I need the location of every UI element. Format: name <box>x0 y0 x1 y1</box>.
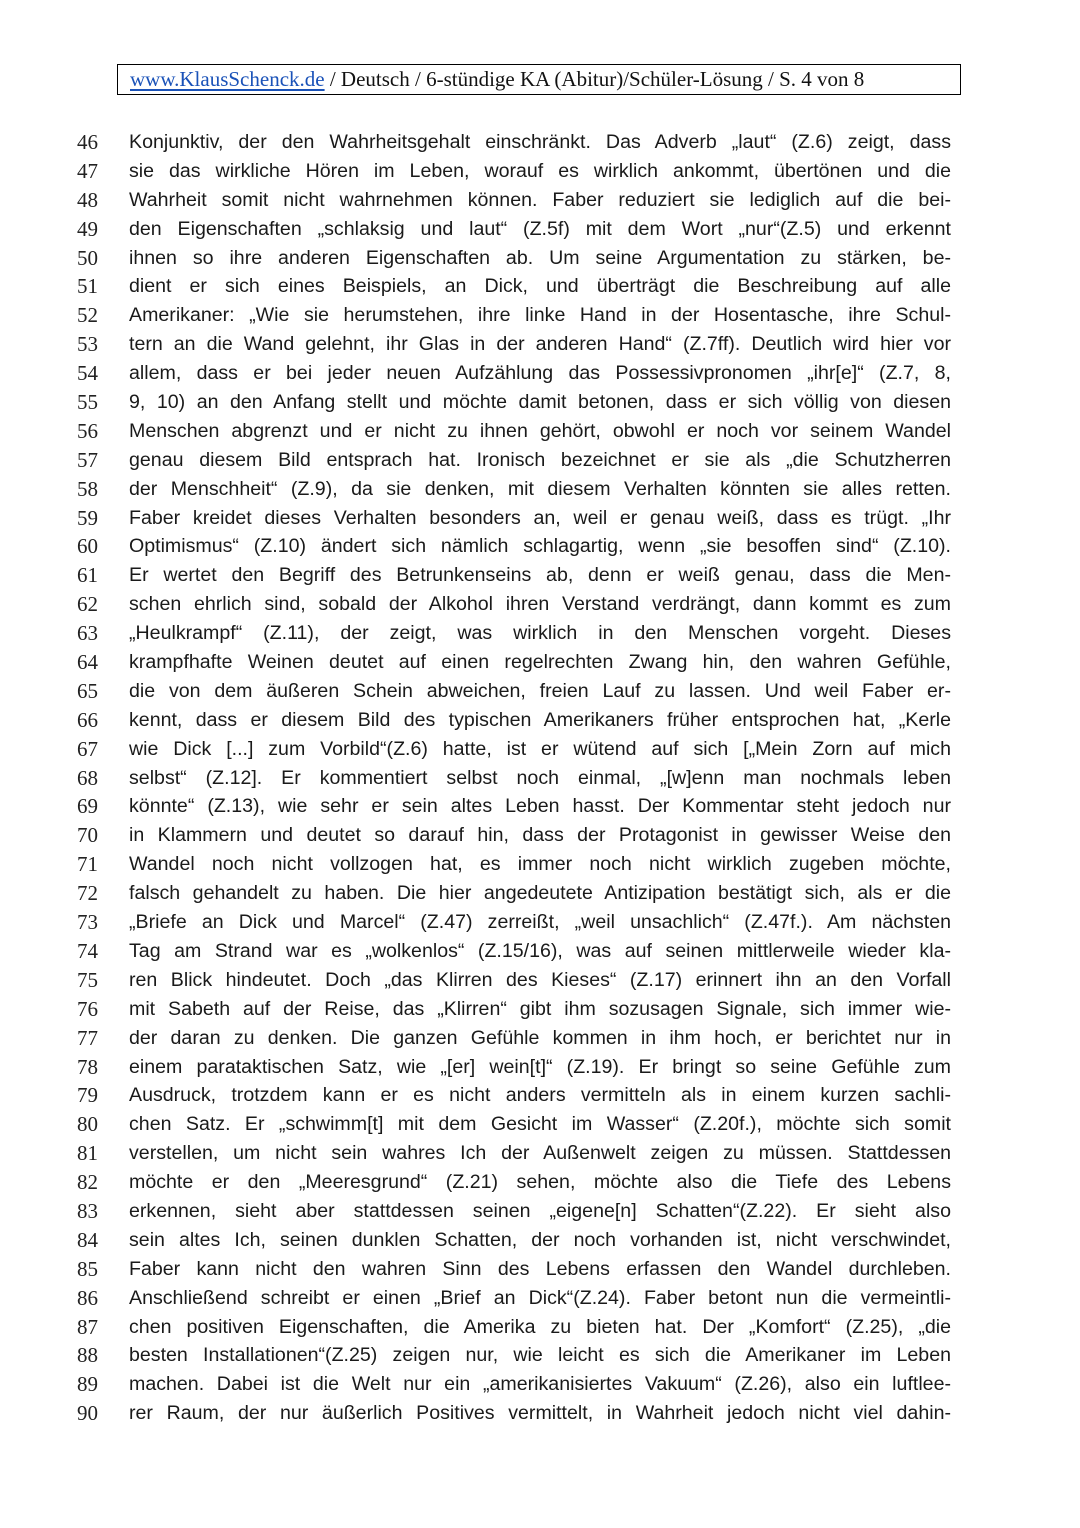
line-text: der Menschheit“ (Z.9), da sie denken, mit diesem Verhalten könnten sie alles retten. <box>129 477 951 500</box>
line-number: 57 <box>77 447 98 472</box>
line-text: Faber kann nicht den wahren Sinn des Lebens erfassen den Wandel durchleben. <box>129 1257 951 1280</box>
line-number: 72 <box>77 881 98 906</box>
text-line <box>0 792 1080 821</box>
line-text: einem parataktischen Satz, wie „[er] wein[t]“ (Z.19). Er bringt so seine Gefühle zum <box>129 1055 951 1078</box>
text-line <box>0 1081 1080 1110</box>
text-line <box>0 735 1080 764</box>
line-number: 75 <box>77 967 98 992</box>
line-number: 50 <box>77 245 98 270</box>
line-text: Anschließend schreibt er einen „Brief an Dick“(Z.24). Faber betont nun die vermeintli- <box>129 1286 951 1309</box>
line-text: der daran zu denken. Die ganzen Gefühle kommen in ihm hoch, er berichtet nur in <box>129 1026 951 1049</box>
line-text: den Eigenschaften „schlaksig und laut“ (Z.5f) mit dem Wort „nur“(Z.5) und erkennt <box>129 217 951 240</box>
line-text: krampfhafte Weinen deutet auf einen regelrechten Zwang hin, den wahren Gefühle, <box>129 651 951 674</box>
line-number: 63 <box>77 621 98 646</box>
text-line <box>0 359 1080 388</box>
text-line <box>0 186 1080 215</box>
line-number: 89 <box>77 1372 98 1397</box>
text-line <box>0 1370 1080 1399</box>
text-line <box>0 764 1080 793</box>
text-line <box>0 1053 1080 1082</box>
line-number: 80 <box>77 1112 98 1137</box>
line-text: allem, dass er bei jeder neuen Aufzählung das Possessivpronomen „ihr[e]“ (Z.7, 8, <box>129 362 951 385</box>
line-text: Wandel noch nicht vollzogen hat, es immer noch nicht wirklich zugeben möchte, <box>129 853 951 876</box>
line-text: chen Satz. Er „schwimm[t] mit dem Gesicht im Wasser“ (Z.20f.), möchte sich somit <box>129 1113 951 1136</box>
line-number: 85 <box>77 1256 98 1281</box>
text-line <box>0 330 1080 359</box>
line-number: 82 <box>77 1170 98 1195</box>
text-line <box>0 446 1080 475</box>
line-number: 46 <box>77 130 98 154</box>
line-text: ren Blick hindeutet. Doch „das Klirren des Kieses“ (Z.17) erinnert ihn an den Vorfall <box>129 968 951 991</box>
text-line <box>0 1139 1080 1168</box>
text-line <box>0 504 1080 533</box>
text-line <box>0 532 1080 561</box>
line-number: 87 <box>77 1314 98 1339</box>
line-text: Faber kreidet dieses Verhalten besonders an, weil er genau weiß, dass es trügt. „Ihr <box>129 506 951 529</box>
line-number: 52 <box>77 303 98 328</box>
text-body <box>0 128 1080 1428</box>
line-text: machen. Dabei ist die Welt nur ein „amerikanisiertes Vakuum“ (Z.26), also ein luftlee- <box>129 1373 951 1396</box>
line-number: 67 <box>77 736 98 761</box>
line-number: 90 <box>77 1401 98 1426</box>
text-line <box>0 1226 1080 1255</box>
text-line <box>0 879 1080 908</box>
text-line <box>0 1313 1080 1342</box>
line-text: kennt, dass er diesem Bild des typischen Amerikaners früher entsprochen hat, „Kerle <box>129 708 951 731</box>
line-number: 78 <box>77 1054 98 1079</box>
line-number: 70 <box>77 823 98 848</box>
text-line <box>0 850 1080 879</box>
text-line <box>0 706 1080 735</box>
text-line <box>0 677 1080 706</box>
line-text: „Heulkrampf“ (Z.11), der zeigt, was wirklich in den Menschen vorgeht. Dieses <box>129 622 951 645</box>
line-text: möchte er den „Meeresgrund“ (Z.21) sehen, möchte also die Tiefe des Lebens <box>129 1171 951 1194</box>
text-line <box>0 1024 1080 1053</box>
site-link[interactable]: www.KlausSchenck.de <box>130 67 325 91</box>
line-number: 84 <box>77 1227 98 1252</box>
line-text: Amerikaner: „Wie sie herumstehen, ihre linke Hand in der Hosentasche, ihre Schul- <box>129 304 951 327</box>
text-line <box>0 995 1080 1024</box>
line-text: die von dem äußeren Schein abweichen, freien Lauf zu lassen. Und weil Faber er- <box>129 679 951 702</box>
text-line <box>0 301 1080 330</box>
text-line <box>0 1284 1080 1313</box>
line-text: dient er sich eines Beispiels, an Dick, und überträgt die Beschreibung auf alle <box>129 275 951 298</box>
line-text: Konjunktiv, der den Wahrheitsgehalt einschränkt. Das Adverb „laut“ (Z.6) zeigt, dass <box>129 131 951 153</box>
line-text: erkennen, sieht aber stattdessen seinen „eigene[n] Schatten“(Z.22). Er sieht also <box>129 1199 951 1222</box>
line-number: 79 <box>77 1083 98 1108</box>
line-number: 55 <box>77 390 98 415</box>
line-number: 74 <box>77 938 98 963</box>
line-number: 81 <box>77 1141 98 1166</box>
line-number: 49 <box>77 216 98 241</box>
text-line <box>0 966 1080 995</box>
line-text: „Briefe an Dick und Marcel“ (Z.47) zerreißt, „weil unsachlich“ (Z.47f.). Am nächsten <box>129 911 951 934</box>
text-line <box>0 648 1080 677</box>
line-number: 83 <box>77 1198 98 1223</box>
line-text: tern an die Wand gelehnt, ihr Glas in der anderen Hand“ (Z.7ff). Deutlich wird hier vor <box>129 333 951 356</box>
line-text: Ausdruck, trotzdem kann er es nicht anders vermitteln als in einem kurzen sachli- <box>129 1084 951 1107</box>
line-number: 71 <box>77 852 98 877</box>
line-text: 9, 10) an den Anfang stellt und möchte damit betonen, dass er sich völlig von diesen <box>129 391 951 414</box>
text-line <box>0 1341 1080 1370</box>
line-number: 56 <box>77 418 98 443</box>
line-text: chen positiven Eigenschaften, die Amerika zu bieten hat. Der „Komfort“ (Z.25), „die <box>129 1315 951 1338</box>
line-text: selbst“ (Z.12]. Er kommentiert selbst noch einmal, „[w]enn man nochmals leben <box>129 766 951 789</box>
line-text: in Klammern und deutet so darauf hin, dass der Protagonist in gewisser Weise den <box>129 824 951 847</box>
line-text: wie Dick [...] zum Vorbild“(Z.6) hatte, ist er wütend auf sich [„Mein Zorn auf mich <box>129 737 951 760</box>
line-text: falsch gehandelt zu haben. Die hier angedeutete Antizipation bestätigt sich, als er die <box>129 882 951 905</box>
text-line <box>0 417 1080 446</box>
line-text: Wahrheit somit nicht wahrnehmen können. Faber reduziert sie lediglich auf die bei- <box>129 188 951 211</box>
line-text: ihnen so ihre anderen Eigenschaften ab. Um seine Argumentation zu stärken, be- <box>129 246 951 269</box>
text-line <box>0 908 1080 937</box>
text-line <box>0 1255 1080 1284</box>
line-number: 69 <box>77 794 98 819</box>
text-line <box>0 128 1080 157</box>
text-line <box>0 244 1080 273</box>
line-number: 51 <box>77 274 98 299</box>
text-line <box>0 272 1080 301</box>
text-line <box>0 619 1080 648</box>
text-line <box>0 215 1080 244</box>
line-number: 62 <box>77 592 98 617</box>
line-text: sein altes Ich, seinen dunklen Schatten, der noch vorhanden ist, nicht verschwindet, <box>129 1228 951 1251</box>
line-text: schen ehrlich sind, sobald der Alkohol ihren Verstand verdrängt, dann kommt es zum <box>129 593 951 616</box>
text-line <box>0 590 1080 619</box>
line-number: 58 <box>77 476 98 501</box>
text-line <box>0 388 1080 417</box>
line-number: 60 <box>77 534 98 559</box>
line-text: Optimismus“ (Z.10) ändert sich nämlich schlagartig, wenn „sie besoffen sind“ (Z.10). <box>129 535 951 558</box>
line-text: Tag am Strand war es „wolkenlos“ (Z.15/16), was auf seinen mittlerweile wieder kla- <box>129 939 951 962</box>
text-line <box>0 1197 1080 1226</box>
line-number: 64 <box>77 650 98 675</box>
line-text: verstellen, um nicht sein wahres Ich der Außenwelt zeigen zu müssen. Stattdessen <box>129 1142 951 1165</box>
text-line <box>0 475 1080 504</box>
line-number: 66 <box>77 707 98 732</box>
line-text: besten Installationen“(Z.25) zeigen nur, wie leicht es sich die Amerikaner im Leben <box>129 1344 951 1367</box>
text-line <box>0 1399 1080 1428</box>
text-line <box>0 821 1080 850</box>
line-text: könnte“ (Z.13), wie sehr er sein altes Leben hasst. Der Kommentar steht jedoch nur <box>129 795 951 818</box>
line-text: mit Sabeth auf der Reise, das „Klirren“ gibt ihm sozusagen Signale, sich immer wie- <box>129 997 951 1020</box>
line-number: 54 <box>77 361 98 386</box>
line-text: Er wertet den Begriff des Betrunkenseins ab, denn er weiß genau, dass die Men- <box>129 564 951 587</box>
line-number: 68 <box>77 765 98 790</box>
line-number: 86 <box>77 1285 98 1310</box>
line-number: 48 <box>77 187 98 212</box>
text-line <box>0 157 1080 186</box>
page-header <box>117 64 961 95</box>
header-breadcrumb: / Deutsch / 6-stündige KA (Abitur)/Schüler-Lösung / S. 4 von 8 <box>324 67 865 91</box>
text-line <box>0 937 1080 966</box>
line-text: Menschen abgrenzt und er nicht zu ihnen gehört, obwohl er noch vor seinem Wandel <box>129 419 951 442</box>
text-line <box>0 1110 1080 1139</box>
text-line <box>0 561 1080 590</box>
line-number: 73 <box>77 910 98 935</box>
line-text: genau diesem Bild entsprach hat. Ironisch bezeichnet er sie als „die Schutzherren <box>129 448 951 471</box>
line-number: 77 <box>77 1025 98 1050</box>
line-number: 65 <box>77 678 98 703</box>
line-text: rer Raum, der nur äußerlich Positives vermittelt, in Wahrheit jedoch nicht viel dahin- <box>129 1402 951 1425</box>
line-number: 76 <box>77 996 98 1021</box>
line-number: 88 <box>77 1343 98 1368</box>
line-number: 61 <box>77 563 98 588</box>
line-text: sie das wirkliche Hören im Leben, worauf es wirklich ankommt, übertönen und die <box>129 159 951 182</box>
text-line <box>0 1168 1080 1197</box>
line-number: 53 <box>77 332 98 357</box>
line-number: 59 <box>77 505 98 530</box>
line-number: 47 <box>77 158 98 183</box>
